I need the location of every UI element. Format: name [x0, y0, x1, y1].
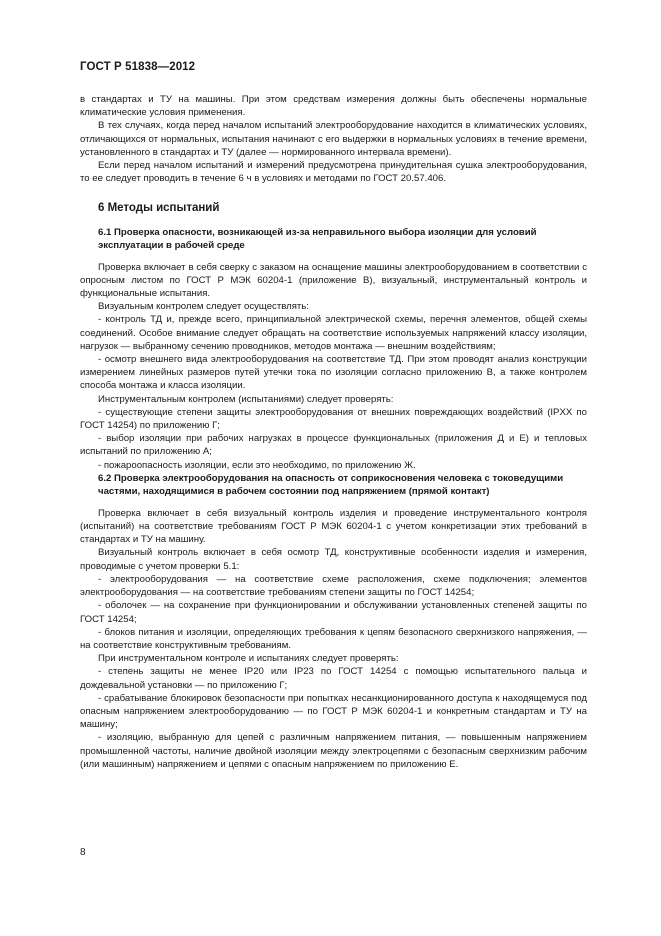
paragraph: Проверка включает в себя сверку с заказом на оснащение машины электрооборудованием в соответствии с опросным листом по ГОСТ Р МЭК 60204-1 (приложение В), визуальный, инструментальный контроль и функциональные испытания. — [80, 261, 587, 300]
list-item: - выбор изоляции при рабочих нагрузках в процессе функциональных (приложения Д и Е) и тепловых испытаний по приложению А; — [80, 433, 587, 458]
paragraph: При инструментальном контроле и испытаниях следует проверять: — [98, 653, 399, 665]
intro-paragraph: Если перед началом испытаний и измерений предусмотрена принудительная сушка электрооборудования, то ее следует проводить в течение 6 ч в условиях и методами по ГОСТ 20.57.406. — [80, 160, 587, 185]
list-item: - изоляцию, выбранную для цепей с различным напряжением питания, — повышенным напряжением промышленной частоты, наличие двойной изоляции между электроцепями с безопасным сверхнизким рабочим (или машинным) напряжением и цепями с опасным напряжением по приложению Е. — [80, 732, 587, 770]
document-header: ГОСТ Р 51838—2012 — [80, 61, 196, 73]
section-title: 6 Методы испытаний — [98, 202, 220, 215]
list-item: - степень защиты не менее IP20 или IP23 по ГОСТ 14254 с помощью испытательного пальца и дождевальной установки — по приложению Г; — [80, 666, 587, 691]
paragraph: Визуальным контролем следует осуществлять: — [98, 301, 309, 313]
subsection-title-6-1: 6.1 Проверка опасности, возникающей из-за неправильного выбора изоляции для условий эксплуатации в рабочей среде — [98, 226, 537, 251]
page-content — [80, 93, 587, 771]
subsection-title-6-2: 6.2 Проверка электрооборудования на опасность от соприкосновения человека с токоведущими частями, находящимися в рабочем состоянии под напряжением (прямой контакт) — [98, 472, 564, 497]
list-item: - существующие степени защиты электрооборудования от внешних повреждающих воздействий (IPXX по ГОСТ 14254) по приложению Г; — [80, 406, 587, 432]
list-item: - пожароопасность изоляции, если это необходимо, по приложению Ж. — [98, 459, 416, 471]
list-item: - блоков питания и изоляции, определяющих требования к цепям безопасного сверхнизкого напряжения, — на соответствие конструктивным требованиям. — [80, 626, 587, 651]
paragraph: Инструментальным контролем (испытаниями) следует проверять: — [98, 393, 394, 405]
page-number: 8 — [80, 847, 86, 858]
list-item: - оболочек — на сохранение при функционировании и обслуживании установленных степеней защиты по ГОСТ 14254; — [80, 600, 587, 625]
list-item: - осмотр внешнего вида электрооборудования на соответствие ТД. При этом проводят анализ конструкции измерением линейных размеров путей утечки тока по изоляции согласно приложению В, а также контролем способа монтажа и класса изоляции. — [80, 354, 587, 392]
intro-paragraph: В тех случаях, когда перед началом испытаний электрооборудование находится в климатических условиях, отличающихся от нормальных, испытания начинают с его выдержки в нормальных условиях в течение времени, установленного в стандартах и ТУ (далее — нормированного интервала времени). — [80, 120, 587, 158]
list-item: - контроль ТД и, прежде всего, принципиальной электрической схемы, перечня элементов, общей схемы соединений. Особое внимание следует обращать на соответствие используемых напряжений классу изоляции, нагрузок — выбранному сечению проводников, методов монтажа — внешним воздействиям; — [80, 314, 587, 352]
list-item: - электрооборудования — на соответствие схеме расположения, схеме подключения; элементов электрооборудования — на соответствие требованиям степени защиты по ГОСТ 14254; — [80, 573, 587, 599]
paragraph: Визуальный контроль включает в себя осмотр ТД, конструктивные особенности изделия и измерения, проводимые с учетом проверки 5.1: — [80, 547, 587, 572]
list-item: - срабатывание блокировок безопасности при попытках несанкционированного доступа к находящемуся под опасным напряжением электрооборудованию — по ГОСТ Р МЭК 60204-1 и конкретным стандартам и ТУ на машину; — [80, 692, 587, 731]
paragraph: Проверка включает в себя визуальный контроль изделия и проведение инструментального контроля (испытаний) на соответствие требованиям ГОСТ Р МЭК 60204-1 с учетом конкретизации этих требований в стандартах и ТУ на машину. — [80, 507, 587, 546]
intro-paragraph: в стандартах и ТУ на машины. При этом средствам измерения должны быть обеспечены нормальные климатические условия применения. — [80, 94, 587, 119]
